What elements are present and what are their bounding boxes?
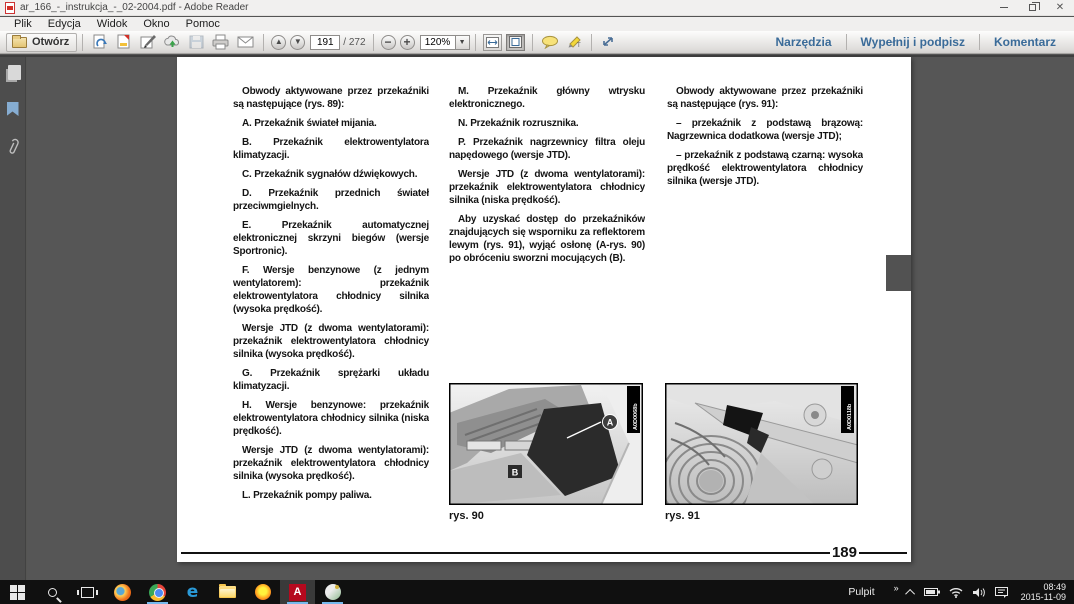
- paragraph: L. Przekaźnik pompy paliwa.: [242, 490, 372, 501]
- toolbar: [0, 31, 1074, 54]
- send-file-button[interactable]: [88, 33, 112, 52]
- document-area: [0, 57, 1074, 580]
- paragraph: A. Przekaźnik świateł mijania.: [242, 118, 377, 129]
- paragraph: Obwody aktywowane przez przekaźniki są następujące (rys. 91):: [667, 86, 863, 110]
- chevron-down-icon: ▼: [458, 38, 466, 46]
- fill-sign-panel-button[interactable]: Wypełnij i podpisz: [860, 35, 965, 49]
- windows-logo-icon: [10, 585, 25, 600]
- toolbar-separator: [373, 34, 374, 51]
- taskbar-clock[interactable]: [1017, 582, 1066, 602]
- paragraph: M. Przekaźnik główny wtrysku elektronicznego.: [449, 86, 645, 110]
- cloud-upload-button[interactable]: [160, 33, 185, 52]
- bookmarks-icon[interactable]: [7, 102, 19, 116]
- paragraph: Wersje JTD (z dwoma wentylatorami): przekaźnik elektrowentylatora chłodnicy silnika (niska prędkość).: [449, 169, 645, 206]
- window-title: ar_166_-_instrukcja_-_02-2004.pdf - Adobe Reader: [20, 2, 249, 13]
- wifi-icon[interactable]: [949, 587, 963, 598]
- previous-page-button[interactable]: [271, 35, 286, 50]
- send-file-icon: [91, 34, 109, 50]
- restore-button[interactable]: [1018, 0, 1046, 16]
- minimize-button[interactable]: [990, 0, 1018, 16]
- toolbar-separator: [263, 34, 264, 51]
- taskbar-search-button[interactable]: [35, 580, 70, 604]
- print-button[interactable]: [208, 33, 233, 52]
- menu-widok[interactable]: Widok: [96, 18, 128, 30]
- section-edge-tab: [886, 255, 911, 291]
- tools-panel-button[interactable]: Narzędzia: [775, 35, 832, 49]
- task-view-button[interactable]: [70, 580, 105, 604]
- clock-date: 2015-11-09: [1020, 592, 1066, 602]
- up-arrow-icon: ▲: [274, 37, 283, 46]
- fit-page-icon: [509, 36, 522, 48]
- text-column-1: [233, 85, 429, 523]
- firefox-icon: [114, 584, 131, 601]
- paragraph: F. Wersje benzynowe (z jednym wentylatorem): przekaźnik elektrowentylatora chłodnicy silnika (wysoka prędkość).: [233, 265, 429, 315]
- paragraph: Wersje JTD (z dwoma wentylatorami): przekaźnik elektrowentylatora chłodnicy silnika (wysoka prędkość).: [233, 323, 429, 360]
- taskbar-paint-app[interactable]: [315, 580, 350, 604]
- figure-91-code: A0D0118b: [847, 403, 853, 430]
- email-icon: [236, 35, 255, 49]
- restore-icon: [1029, 4, 1036, 11]
- page-number-input[interactable]: [310, 35, 340, 50]
- toolbar-overflow-chevron[interactable]: »: [893, 583, 899, 593]
- toolbar-separator: [532, 34, 533, 51]
- zoom-out-button[interactable]: [381, 35, 396, 50]
- paragraph: D. Przekaźnik przednich świateł przeciwmgielnych.: [233, 188, 429, 212]
- menu-pomoc[interactable]: Pomoc: [185, 18, 220, 30]
- next-page-button[interactable]: [290, 35, 305, 50]
- paragraph: H. Wersje benzynowe: przekaźnik elektrowentylatora chłodnicy silnika (niska prędkość).: [233, 400, 429, 437]
- show-hidden-icons-chevron[interactable]: [905, 588, 915, 598]
- menu-edycja[interactable]: Edycja: [47, 18, 81, 30]
- taskbar-chrome[interactable]: [140, 580, 175, 604]
- paragraph: E. Przekaźnik automatycznej elektronicznej skrzyni biegów (wersje Sportronic).: [233, 220, 429, 257]
- export-pdf-icon: [115, 34, 133, 50]
- open-button-label: Otwórz: [32, 36, 70, 48]
- taskbar-file-explorer[interactable]: [210, 580, 245, 604]
- open-button[interactable]: [6, 33, 77, 52]
- fit-page-button[interactable]: [506, 34, 525, 51]
- clock-time: 08:49: [1043, 582, 1066, 592]
- speaker-icon[interactable]: [972, 587, 986, 598]
- fullscreen-arrows-icon: [600, 35, 616, 49]
- zoom-dropdown-button[interactable]: [456, 35, 470, 50]
- task-view-icon: [81, 587, 94, 598]
- print-icon: [211, 34, 230, 50]
- pdf-file-icon: [5, 2, 15, 14]
- svg-text:T: T: [576, 43, 581, 49]
- page-thumbnails-icon[interactable]: [8, 65, 21, 80]
- sign-pen-icon: [139, 34, 157, 50]
- paragraph: – przekaźnik z podstawą czarną: wysoka prędkość elektrowentylatora chłodnicy silnika (wersje JTD).: [667, 150, 863, 187]
- paint-app-icon: [325, 584, 341, 600]
- desktop-toolbar-label[interactable]: Pulpit: [848, 586, 875, 598]
- export-pdf-button[interactable]: [112, 33, 136, 52]
- start-button[interactable]: [0, 580, 35, 604]
- minus-icon: −: [384, 35, 392, 49]
- page-total-label: / 272: [343, 36, 366, 48]
- cloud-upload-icon: [163, 34, 182, 50]
- windows-taskbar: [0, 580, 1074, 604]
- save-button[interactable]: [185, 33, 208, 52]
- save-icon: [188, 34, 205, 50]
- menu-bar: [0, 17, 1074, 31]
- adobe-reader-icon: A: [289, 584, 306, 601]
- figure-91-photo: [665, 383, 858, 505]
- paragraph: G. Przekaźnik sprężarki układu klimatyzacji.: [233, 368, 429, 392]
- comment-button[interactable]: [538, 33, 562, 52]
- action-center-icon[interactable]: [995, 587, 1008, 598]
- close-icon: ✕: [1055, 1, 1065, 13]
- down-arrow-icon: ▼: [293, 37, 302, 46]
- toolbar-separator: [82, 34, 83, 51]
- navigation-pane: [0, 57, 26, 580]
- paragraph: Obwody aktywowane przez przekaźniki są następujące (rys. 89):: [233, 86, 429, 110]
- footer-rule-left: [181, 552, 830, 554]
- paragraph: N. Przekaźnik rozrusznika.: [458, 118, 579, 129]
- zoom-in-button[interactable]: [400, 35, 415, 50]
- email-button[interactable]: [233, 33, 258, 52]
- zoom-control: [420, 35, 470, 50]
- zoom-level-value[interactable]: 120%: [420, 35, 456, 50]
- title-bar: [0, 0, 1074, 16]
- sun-app-icon: [255, 584, 271, 600]
- battery-icon[interactable]: [924, 587, 940, 597]
- plus-icon: +: [403, 35, 411, 49]
- close-button[interactable]: [1046, 0, 1074, 16]
- sign-button[interactable]: [136, 33, 160, 52]
- toolbar-separator: [475, 34, 476, 51]
- taskbar-edge[interactable]: [175, 580, 210, 604]
- page-footer: [181, 544, 907, 561]
- highlight-button[interactable]: [562, 33, 586, 52]
- open-folder-icon: [12, 37, 27, 48]
- paragraph: P. Przekaźnik nagrzewnicy filtra oleju napędowego (wersje JTD).: [449, 137, 645, 161]
- menu-okno[interactable]: Okno: [143, 18, 170, 30]
- highlight-pen-icon: [565, 35, 583, 49]
- figure-90-caption: rys. 90: [449, 510, 484, 522]
- paragraph: Wersje JTD (z dwoma wentylatorami): przekaźnik elektrowentylatora chłodnicy silnika (wysoka prędkość).: [233, 445, 429, 482]
- taskbar-firefox[interactable]: [105, 580, 140, 604]
- pdf-page: [177, 57, 911, 562]
- search-icon: [48, 588, 57, 597]
- figure-91-caption: rys. 91: [665, 510, 700, 522]
- paragraph: – przekaźnik z podstawą brązową: Nagrzewnica dodatkowa (wersje JTD);: [667, 118, 863, 142]
- file-explorer-icon: [219, 586, 236, 598]
- system-tray: [848, 580, 1074, 604]
- figure-90-photo: [449, 383, 643, 505]
- fullscreen-button[interactable]: [597, 33, 619, 52]
- taskbar-sun-app[interactable]: [245, 580, 280, 604]
- edge-icon: e: [186, 581, 199, 602]
- minimize-icon: [1000, 7, 1008, 8]
- paragraph: C. Przekaźnik sygnałów dźwiękowych.: [242, 169, 418, 180]
- chrome-icon: [149, 584, 166, 601]
- fit-width-icon: [486, 37, 499, 48]
- footer-rule-right: [859, 552, 907, 554]
- figure-90-code: A0D0068b: [633, 403, 639, 430]
- comment-bubble-icon: [541, 35, 559, 49]
- fit-width-button[interactable]: [483, 34, 502, 51]
- page-number: 189: [831, 544, 857, 561]
- paragraph: B. Przekaźnik elektrowentylatora klimatyzacji.: [233, 137, 429, 161]
- toolbar-separator: [591, 34, 592, 51]
- pdf-viewer[interactable]: [27, 57, 1074, 580]
- toolbar-panels: [762, 31, 1071, 53]
- menu-plik[interactable]: Plik: [14, 18, 32, 30]
- figure-90-label-b: B: [511, 467, 519, 478]
- figure-90-label-a: A: [606, 417, 614, 428]
- comment-panel-button[interactable]: Komentarz: [993, 35, 1056, 49]
- taskbar-adobe-reader[interactable]: [280, 580, 315, 604]
- paragraph: Aby uzyskać dostęp do przekaźników znajdujących się wsporniku za reflektorem lewym (rys. 91), wyjąć osłonę (A-rys. 90) po obróceniu sworzni mocujących (B).: [449, 214, 645, 264]
- attachments-paperclip-icon[interactable]: [6, 138, 20, 156]
